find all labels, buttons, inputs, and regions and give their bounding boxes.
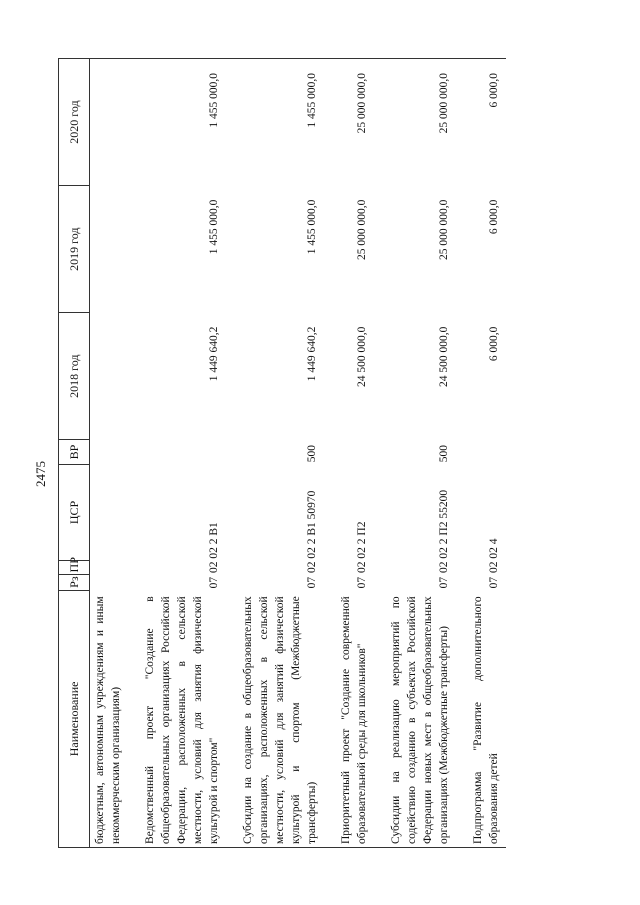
row-csr: 02 2 П2 [356,521,368,559]
table-row [226,59,324,848]
header-vr: ВР [59,440,90,465]
row-2019: 6 000,0 [488,199,500,235]
row-2018 [90,313,129,440]
row-pr: 02 [438,561,450,573]
rotated-table-container [58,58,598,848]
row-pr [90,561,129,575]
row-2018: 1 449 640,2 [208,326,220,382]
row-rz: 07 [306,576,318,589]
row-vr: 500 [306,445,318,463]
row-name: Приоритетный проект "Создание современной образовательной среды для школьников" [324,590,374,847]
table-row [128,59,226,848]
row-2018: 24 500 000,0 [356,326,368,388]
budget-table [58,58,506,848]
row-rz [90,575,129,590]
row-2019: 1 455 000,0 [306,199,318,255]
row-2020: 6 000,0 [456,59,506,186]
table-row [456,59,506,848]
header-rz: Рз [59,575,90,590]
row-2018: 1 449 640,2 [306,326,318,382]
row-pr: 02 [356,561,368,573]
table-row [324,59,374,848]
page-number: 2475 [33,461,48,487]
row-csr: 02 2 П2 55200 [438,489,450,559]
row-csr: 02 2 В1 50970 [306,490,318,559]
row-pr: 02 [488,561,500,573]
row-2020: 25 000 000,0 [374,59,456,186]
row-rz: 07 [208,576,220,589]
row-2019 [90,186,129,313]
row-2019: 1 455 000,0 [208,199,220,255]
row-csr: 02 2 В1 [208,522,220,559]
header-csr: ЦСР [59,464,90,560]
header-2020: 2020 год [59,59,90,186]
row-name: Субсидии на создание в общеобразовательных организациях, расположенных в сельской местности, условий для занятий физической культурой и спортом (Межбюджетные трансферты) [226,590,324,847]
row-name: Субсидии на реализацию мероприятий по содействию созданию в субъектах Российской Федерации новых мест в общеобразовательных организациях (Межбюджетные трансферты) [374,590,456,847]
row-csr: 02 4 [488,538,500,559]
row-2018: 24 500 000,0 [438,326,450,388]
row-2020 [90,59,129,186]
table-row [90,59,129,848]
table-header-row [59,59,90,848]
row-csr [90,464,129,560]
row-name: Подпрограмма "Развитие дополнительного образования детей [456,590,506,847]
row-name: бюджетным, автономным учреждениям и иным некоммерческим организациям) [90,590,129,847]
header-name: Наименование [59,590,90,847]
row-vr [456,440,506,465]
row-2020: 1 455 000,0 [128,59,226,186]
row-pr: 02 [306,561,318,573]
row-2019: 25 000 000,0 [438,199,450,260]
row-rz: 07 [356,576,368,589]
row-vr: 500 [438,445,450,463]
row-2020: 25 000 000,0 [324,59,374,186]
header-2018: 2018 год [59,313,90,440]
table-row [374,59,456,848]
row-vr [128,440,226,465]
row-name: Ведомственный проект "Создание в общеобразовательных организациях Российской Федерации, расположенных в сельской местности, условий для занятия физической культурой и спортом" [128,590,226,847]
row-2019: 25 000 000,0 [356,199,368,260]
header-2019: 2019 год [59,186,90,313]
row-pr: 02 [208,561,220,573]
header-pr: ПР [59,561,90,575]
row-rz: 07 [488,576,500,589]
row-2020: 1 455 000,0 [226,59,324,186]
row-vr [90,440,129,465]
row-vr [324,440,374,465]
row-rz: 07 [438,576,450,589]
row-2018: 6 000,0 [488,326,500,362]
